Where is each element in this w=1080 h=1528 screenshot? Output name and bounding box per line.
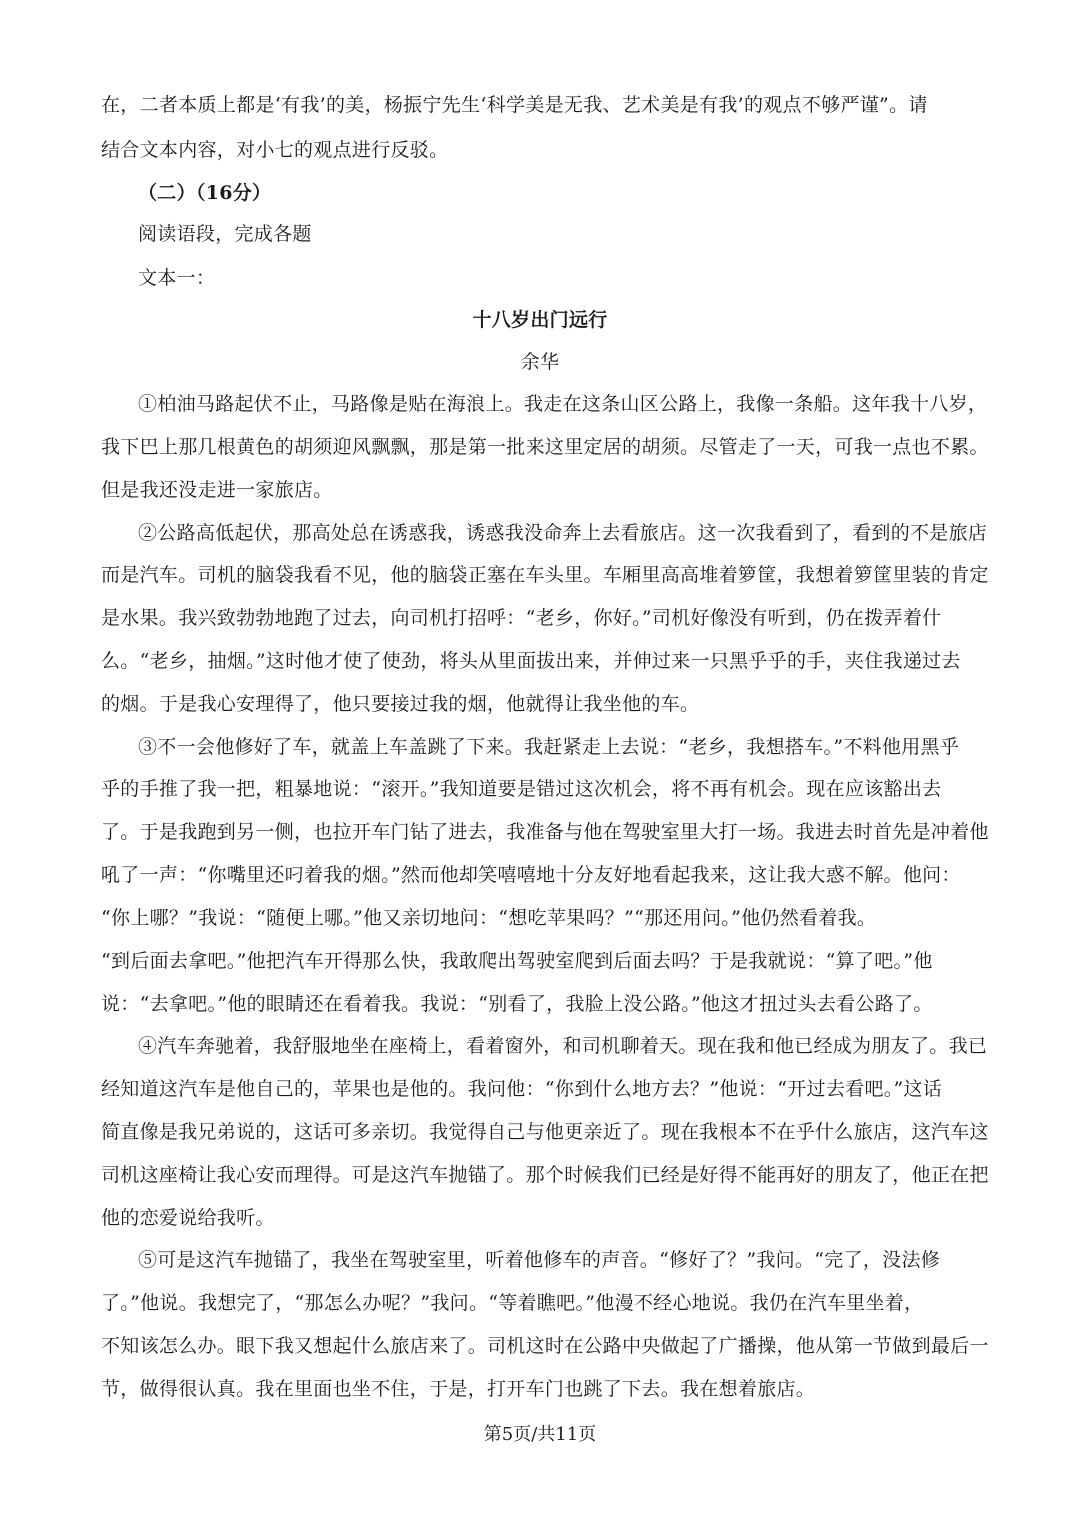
article-title: 十八岁出门远行: [472, 309, 608, 331]
paragraph-line: 但是我还没走进一家旅店。: [101, 479, 333, 501]
paragraph-line: 经知道这汽车是他自己的，苹果也是他的。我问他：“你到什么地方去？”他说：“开过去看吧。”这话: [101, 1078, 943, 1100]
article-author: 余华: [520, 351, 560, 373]
paragraph-line: 吼了一声：“你嘴里还叼着我的烟。”然而他却笑嘻嘻地十分友好地看起我来，这让我大惑不解。他问：: [101, 864, 961, 886]
paragraph-line: 的烟。于是我心安理得了，他只要接过我的烟，他就得让我坐他的车。: [101, 693, 700, 715]
paragraph-line: 了。于是我跑到另一侧，也拉开车门钻了进去，我准备与他在驾驶室里大打一场。我进去时首先是冲着他: [101, 821, 989, 843]
paragraph-line: 司机这座椅让我心安而理得。可是这汽车抛锚了。那个时候我们已经是好得不能再好的朋友了，他正在把: [101, 1164, 989, 1186]
paragraph-line: ①柏油马路起伏不止，马路像是贴在海浪上。我走在这条山区公路上，我像一条船。这年我十八岁，: [138, 393, 988, 415]
paragraph-line: 了。”他说。我想完了，“那怎么办呢？”我问。“等着瞧吧。”他漫不经心地说。我仍在汽车里坐着，: [101, 1292, 924, 1314]
text-label: 文本一：: [138, 267, 216, 289]
paragraph-line: 是水果。我兴致勃勃地跑了过去，向司机打招呼：“老乡，你好。”司机好像没有听到，仍在拨弄着什: [101, 607, 942, 629]
section-heading: （二）（16分）: [138, 182, 272, 204]
paragraph-line: ③不一会他修好了车，就盖上车盖跳了下来。我赶紧走上去说：“老乡，我想搭车。”不料他用黑乎: [138, 736, 960, 758]
intro-line: 在，二者本质上都是‘有我’的美，杨振宁先生‘科学美是无我、艺术美是有我’的观点不够严谨”。请: [101, 94, 928, 116]
paragraph-line: “你上哪？”我说：“随便上哪。”他又亲切地问：“想吃苹果吗？”“那还用问。”他仍然看着我。: [101, 907, 877, 929]
paragraph-line: 而是汽车。司机的脑袋我看不见，他的脑袋正塞在车头里。车厢里高高堆着箩筐，我想着箩筐里装的肯定: [101, 564, 989, 586]
paragraph-line: “到后面去拿吧。”他把汽车开得那么快，我敢爬出驾驶室爬到后面去吗？于是我就说：“算了吧。”他: [101, 950, 933, 972]
paragraph-line: ④汽车奔驰着，我舒服地坐在座椅上，看着窗外，和司机聊着天。现在我和他已经成为朋友了。我已: [138, 1035, 988, 1057]
paragraph-line: 节，做得很认真。我在里面也坐不住，于是，打开车门也跳了下去。我在想着旅店。: [101, 1378, 816, 1400]
paragraph-line: 么。“老乡，抽烟。”这时他才使了使劲，将头从里面拔出来，并伸过来一只黑乎乎的手，夹住我递过去: [101, 650, 961, 672]
paragraph-line: ⑤可是这汽车抛锚了，我坐在驾驶室里，听着他修车的声音。“修好了？”我问。“完了，没法修: [138, 1249, 941, 1271]
paragraph-line: 说：“去拿吧。”他的眼睛还在看着我。我说：“别看了，我脸上没公路。”他这才扭过头去看公路了。: [101, 993, 933, 1015]
paragraph-line: 不知该怎么办。眼下我又想起什么旅店来了。司机这时在公路中央做起了广播操，他从第一节做到最后一: [101, 1335, 989, 1357]
paragraph-line: 乎的手推了我一把，粗暴地说：“滚开。”我知道要是错过这次机会，将不再有机会。现在应该豁出去: [101, 778, 942, 800]
paragraph-line: 我下巴上那几根黄色的胡须迎风飘飘，那是第一批来这里定居的胡须。尽管走了一天，可我一点也不累。: [101, 436, 989, 458]
section-instruction: 阅读语段，完成各题: [138, 223, 312, 245]
paragraph-line: 简直像是我兄弟说的，这话可多亲切。我觉得自己与他更亲近了。现在我根本不在乎什么旅店，这汽车这: [101, 1121, 989, 1143]
paragraph-line: 他的恋爱说给我听。: [101, 1207, 275, 1229]
page-number: 第5页/共11页: [483, 1424, 597, 1445]
intro-line: 结合文本内容，对小七的观点进行反驳。: [101, 139, 449, 161]
paragraph-line: ②公路高低起伏，那高处总在诱惑我，诱惑我没命奔上去看旅店。这一次我看到了，看到的不是旅店: [138, 522, 988, 544]
